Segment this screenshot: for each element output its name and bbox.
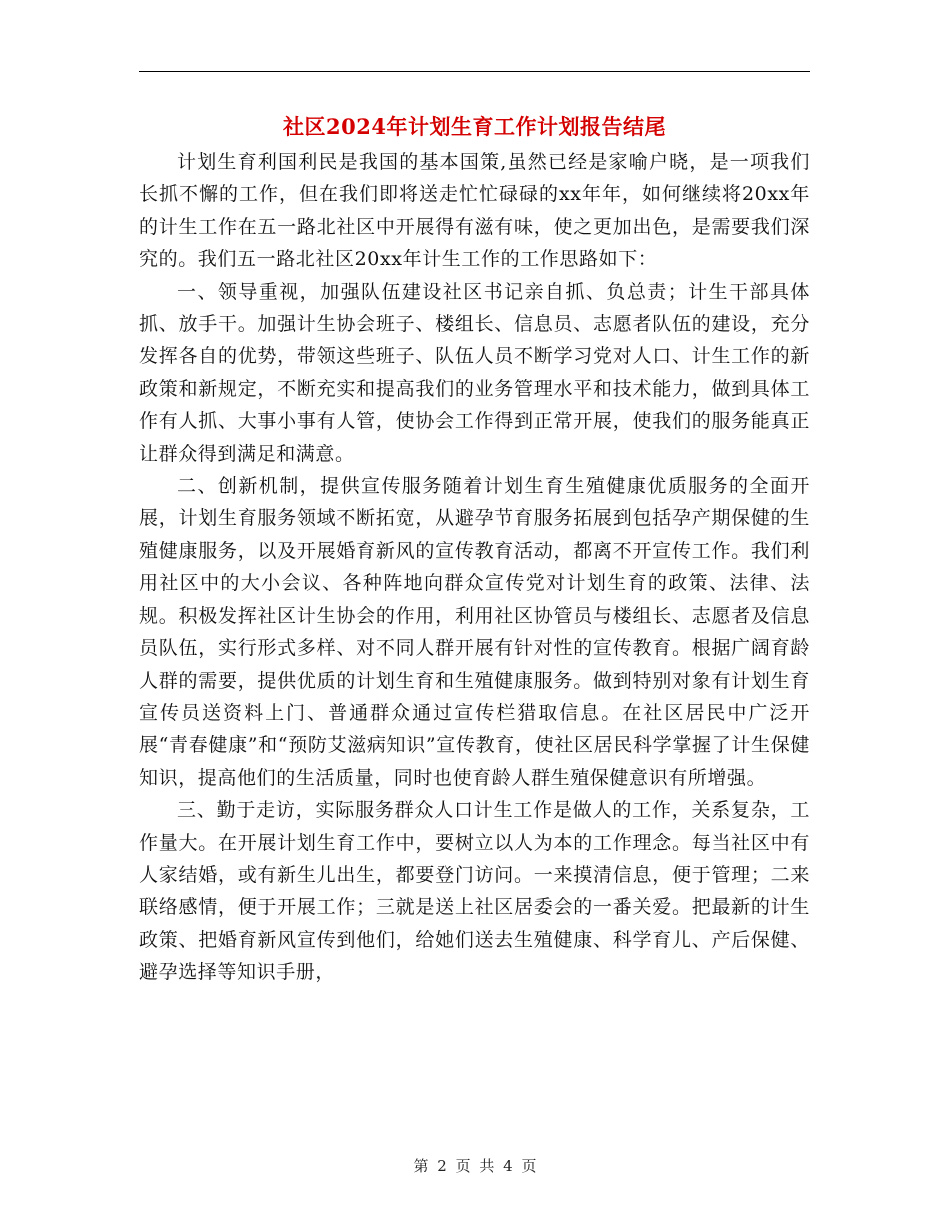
page-number-footer: 第 2 页 共 4 页 <box>413 1157 537 1175</box>
document-title: 社区2024年计划生育工作计划报告结尾 <box>283 114 666 139</box>
header-rule <box>139 71 810 72</box>
document-body <box>139 146 810 989</box>
body-paragraph: 一、领导重视，加强队伍建设社区书记亲自抓、负总责；计生干部具体抓、放手干。加强计生协会班子、楼组长、信息员、志愿者队伍的建设，充分发挥各自的优势，带领这些班子、队伍人员不断学习党对人口、计生工作的新政策和新规定，不断充实和提高我们的业务管理水平和技术能力，做到具体工作有人抓、大事小事有人管，使协会工作得到正常开展，使我们的服务能真正让群众得到满足和满意。 <box>139 280 810 465</box>
body-paragraph: 二、创新机制，提供宣传服务随着计划生育生殖健康优质服务的全面开展，计划生育服务领域不断拓宽，从避孕节育服务拓展到包括孕产期保健的生殖健康服务，以及开展婚育新风的宣传教育活动，都离不开宣传工作。我们利用社区中的大小会议、各种阵地向群众宣传党对计划生育的政策、法律、法规。积极发挥社区计生协会的作用，利用社区协管员与楼组长、志愿者及信息员队伍，实行形式多样、对不同人群开展有针对性的宣传教育。根据广阔育龄人群的需要，提供优质的计划生育和生殖健康服务。做到特别对象有计划生育宣传员送资料上门、普通群众通过宣传栏猎取信息。在社区居民中广泛开展“青春健康”和“预防艾滋病知识”宣传教育，使社区居民科学掌握了计生保健知识，提高他们的生活质量，同时也使育龄人群生殖保健意识有所增强。 <box>139 475 810 789</box>
body-paragraph: 三、勤于走访，实际服务群众人口计生工作是做人的工作，关系复杂，工作量大。在开展计划生育工作中，要树立以人为本的工作理念。每当社区中有人家结婚，或有新生儿出生，都要登门访问。一来摸清信息，便于管理；二来联络感情，便于开展工作；三就是送上社区居委会的一番关爱。把最新的计生政策、把婚育新风宣传到他们，给她们送去生殖健康、科学育儿、产后保健、避孕选择等知识手册， <box>139 799 810 984</box>
body-paragraph: 计划生育利国利民是我国的基本国策,虽然已经是家喻户晓，是一项我们长抓不懈的工作，但在我们即将送走忙忙碌碌的xx年年，如何继续将20xx年的计生工作在五一路北社区中开展得有滋有味，使之更加出色，是需要我们深究的。我们五一路北社区20xx年计生工作的工作思路如下： <box>139 151 810 271</box>
